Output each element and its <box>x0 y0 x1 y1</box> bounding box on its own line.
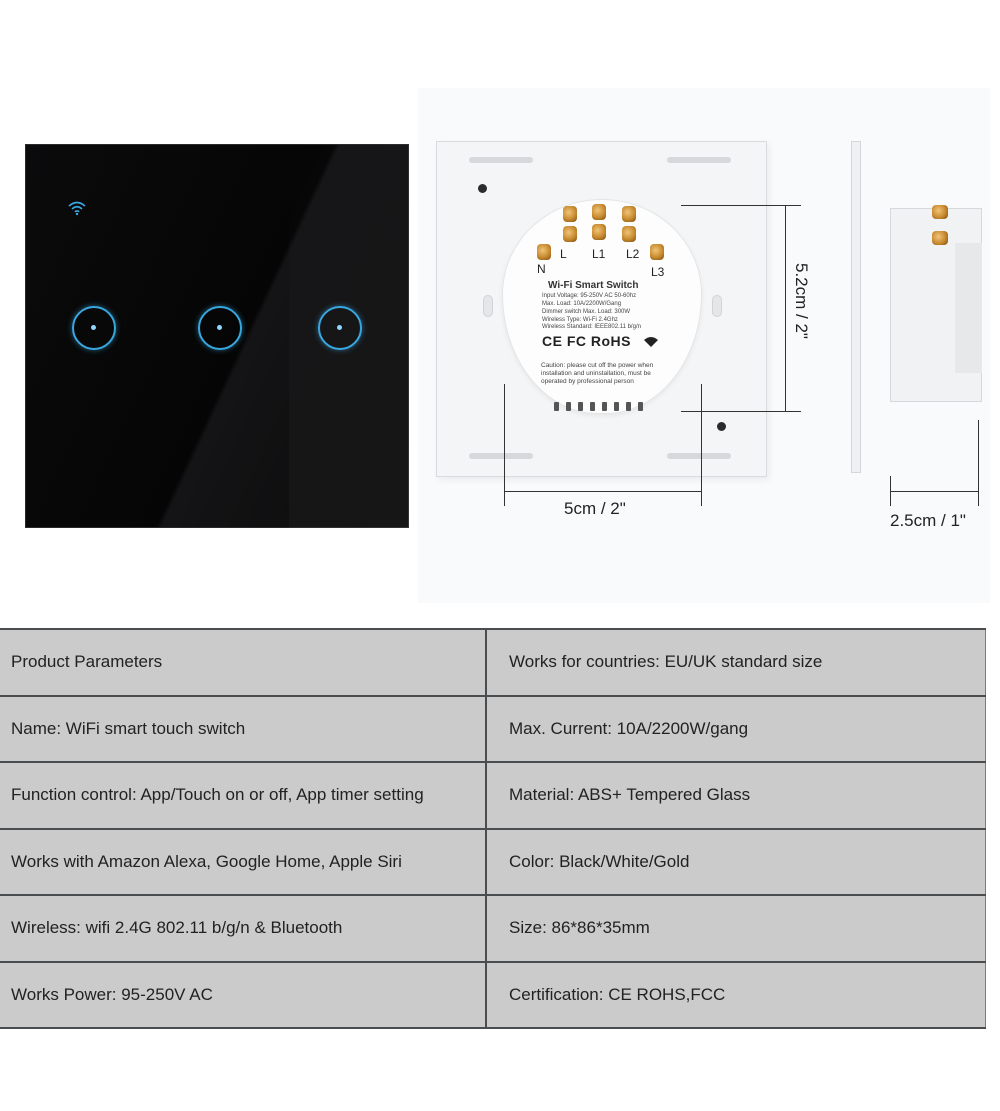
height-dimension-label: 5.2cm / 2" <box>792 263 811 339</box>
table-cell: Wireless: wifi 2.4G 802.11 b/g/n & Bluetooth <box>0 895 486 962</box>
mount-slot <box>469 453 533 459</box>
dimension-line <box>785 205 786 412</box>
table-row <box>0 829 986 896</box>
side-terminal <box>932 205 948 219</box>
terminal-top <box>592 204 606 220</box>
mount-slot <box>667 453 731 459</box>
table-cell: Color: Black/White/Gold <box>486 829 986 896</box>
table-row <box>0 696 986 763</box>
table-cell: Size: 86*86*35mm <box>486 895 986 962</box>
table-cell: Material: ABS+ Tempered Glass <box>486 762 986 829</box>
mount-clip <box>483 295 493 317</box>
screw-hole <box>717 422 726 431</box>
terminal-label-l: L <box>560 247 567 261</box>
module-label-line: Dimmer switch Max. Load: 300W <box>542 309 631 315</box>
dimension-line <box>504 491 702 492</box>
dimension-line <box>890 491 979 492</box>
parameters-table <box>0 628 986 1029</box>
module-label-title: Wi-Fi Smart Switch <box>548 280 639 291</box>
dimension-tick <box>701 384 702 506</box>
side-terminal <box>932 231 948 245</box>
terminal-top <box>563 206 577 222</box>
vent <box>626 402 631 411</box>
vent <box>614 402 619 411</box>
dimension-tick <box>978 420 979 506</box>
vent <box>578 402 583 411</box>
side-view-plate <box>851 141 861 473</box>
mount-slot <box>667 157 731 163</box>
touch-button-1-icon <box>72 306 116 350</box>
touch-button-2-icon <box>198 306 242 350</box>
table-cell: Works Power: 95-250V AC <box>0 962 486 1029</box>
module-label-line: Wireless Standard: IEEE802.11 b/g/n <box>542 324 641 330</box>
table-cell: Function control: App/Touch on or off, App timer setting <box>0 762 486 829</box>
side-view-step <box>955 243 982 373</box>
touch-button-3-icon <box>318 306 362 350</box>
terminal-label-l1: L1 <box>592 247 606 261</box>
wifi-logo-icon <box>643 336 659 348</box>
vent <box>602 402 607 411</box>
table-cell: Certification: CE ROHS,FCC <box>486 962 986 1029</box>
module-label-line: Max. Load: 10A/2200W/Gang <box>542 301 622 307</box>
width-dimension-label: 5cm / 2" <box>564 499 626 518</box>
table-row <box>0 629 986 696</box>
dimension-tick <box>504 384 505 506</box>
module-label-line: Wireless Type: Wi-Fi 2.4Ghz <box>542 317 618 323</box>
table-row <box>0 762 986 829</box>
certification-logos: CE FC RoHS <box>542 333 631 349</box>
module-caution-line: Caution: please cut off the power when <box>541 362 654 369</box>
terminal-n <box>537 244 551 260</box>
table-cell: Product Parameters <box>0 629 486 696</box>
dimension-tick <box>681 205 801 206</box>
terminal-label-l2: L2 <box>626 247 640 261</box>
terminal-label-n: N <box>537 262 546 276</box>
mount-slot <box>469 157 533 163</box>
screw-hole <box>478 184 487 193</box>
mount-clip <box>712 295 722 317</box>
vent <box>554 402 559 411</box>
vent <box>590 402 595 411</box>
table-cell: Works with Amazon Alexa, Google Home, Apple Siri <box>0 829 486 896</box>
terminal-l <box>563 226 577 242</box>
module-label-line: Input Voltage: 95-250V AC 50-60hz <box>542 293 637 299</box>
vent <box>566 402 571 411</box>
wifi-indicator-icon <box>68 200 86 216</box>
terminal-l2 <box>622 226 636 242</box>
table-cell: Works for countries: EU/UK standard size <box>486 629 986 696</box>
terminal-l3 <box>650 244 664 260</box>
depth-dimension-label: 2.5cm / 1" <box>890 511 966 530</box>
dimension-tick <box>681 411 801 412</box>
table-cell: Max. Current: 10A/2200W/gang <box>486 696 986 763</box>
table-cell: Name: WiFi smart touch switch <box>0 696 486 763</box>
module-caution-line: installation and uninstallation, must be <box>541 370 651 377</box>
terminal-top <box>622 206 636 222</box>
terminal-label-l3: L3 <box>651 265 665 279</box>
table-row <box>0 895 986 962</box>
vent <box>638 402 643 411</box>
table-row <box>0 962 986 1029</box>
terminal-l1 <box>592 224 606 240</box>
module-caution-line: operated by professional person <box>541 378 634 385</box>
